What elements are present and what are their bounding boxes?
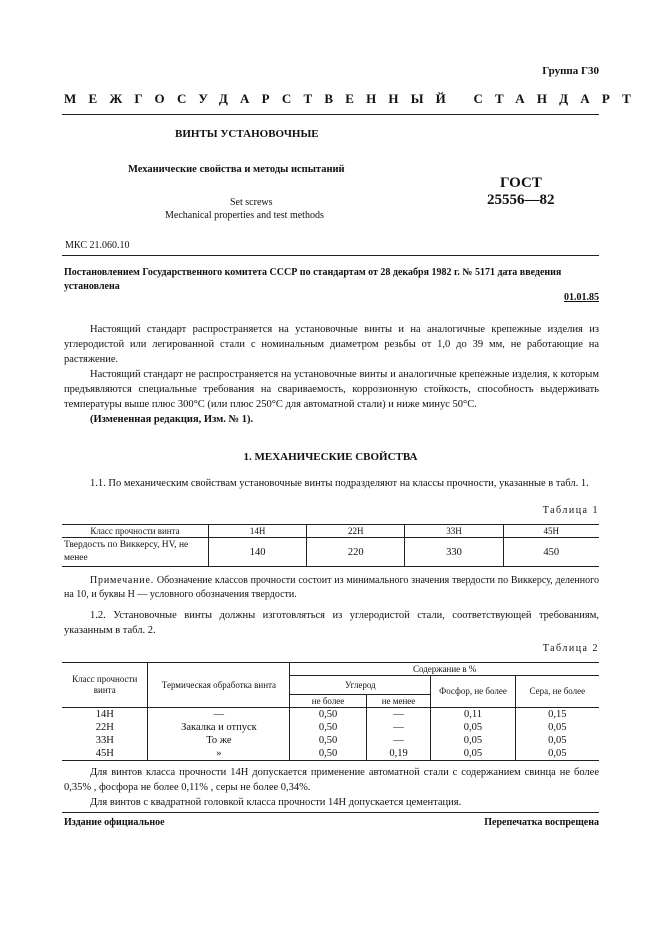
cementation-paragraph: Для винтов с квадратной головкой класса прочности 14Н допускается цементация.	[90, 797, 462, 808]
table2-header-row	[62, 663, 599, 676]
intro-paragraph-1: Настоящий стандарт распространяется на установочные винты и на аналогичные крепежные изделия из углеродистой или легированной стали с номинальным диаметром резьбы от 1,0 до 39 мм, не работающие на растяжение.	[64, 324, 599, 365]
table2-header-phosphorus: Фосфор, не более	[431, 676, 515, 708]
table2-cell: 0,50	[290, 734, 366, 747]
table2-cell: 0,50	[290, 721, 366, 734]
effective-date: 01.01.85	[564, 292, 599, 303]
table2-cell: 0,05	[515, 747, 599, 761]
table2-row	[62, 708, 599, 722]
clause-1-2-text: 1.2. Установочные винты должны изготовляться из углеродистой стали, соответствующей требованиям, указанным в табл. 2.	[64, 610, 599, 636]
table1-header-cell: 33Н	[405, 525, 503, 538]
table2-cell: —	[366, 721, 431, 734]
table2-cell: —	[366, 734, 431, 747]
intro-paragraph-2: Настоящий стандарт не распространяется на установочные винты и аналогичные крепежные изделия, к которым предъявляются специальные требования на свариваемость, коррозионную стойкость, способность выдерживать температуры выше плюс 300°С (или плюс 250°С для автоматной стали) и ниже минус 50°С.	[64, 369, 599, 410]
table2-cell: 0,05	[515, 734, 599, 747]
table2-cell: То же	[148, 734, 290, 747]
table2-cell: 45Н	[62, 747, 148, 761]
amendment-note: (Измененная редакция, Изм. № 1).	[90, 414, 254, 425]
table2-cell: 0,50	[290, 747, 366, 761]
gost-label: ГОСТ	[500, 175, 542, 191]
english-title-2: Mechanical properties and test methods	[165, 210, 324, 221]
group-code: Группа Г30	[542, 65, 599, 77]
document-title: ВИНТЫ УСТАНОВОЧНЫЕ	[175, 128, 319, 140]
note-text: Обозначение классов прочности состоит из минимального значения твердости по Виккерсу, деленного на 10, и буквы Н — условного обозначения твердости.	[64, 575, 599, 600]
table2-cell: 0,05	[431, 747, 515, 761]
english-title-1: Set screws	[230, 197, 273, 208]
table1-cell: 450	[503, 538, 599, 567]
table2-header-content: Содержание в %	[290, 663, 599, 676]
section-heading: 1. МЕХАНИЧЕСКИЕ СВОЙСТВА	[243, 451, 418, 463]
table2-header-carbon: Углерод	[290, 676, 431, 695]
table2-cell: »	[148, 747, 290, 761]
table1-cell: 220	[307, 538, 405, 567]
intro-block	[64, 322, 599, 427]
mks-rule	[62, 255, 599, 256]
top-rule	[62, 114, 599, 115]
standard-type-heading: МЕЖГОСУДАРСТВЕННЫЙ СТАНДАРТ	[64, 91, 644, 106]
table2-cell: 33Н	[62, 734, 148, 747]
table1-row-label: Твердость по Виккерсу, HV, не менее	[62, 538, 209, 567]
table1-row	[62, 538, 599, 567]
table2-header-min: не менее	[366, 695, 431, 708]
table2-cell: 22Н	[62, 721, 148, 734]
gost-number: 25556—82	[487, 192, 555, 208]
clause-1-1	[64, 476, 599, 491]
table1-header-cell: 22Н	[307, 525, 405, 538]
table2-cell: 0,15	[515, 708, 599, 722]
table2-header-class: Класс прочности винта	[62, 663, 148, 708]
table2-cell: 0,11	[431, 708, 515, 722]
table1-header-row	[62, 525, 599, 538]
clause-1-2	[64, 608, 599, 638]
footer-official-edition: Издание официальное	[64, 817, 165, 828]
table1-caption: Таблица 1	[542, 505, 599, 516]
table2-header-max: не более	[290, 695, 366, 708]
footer-reprint-prohibited: Перепечатка воспрещена	[484, 817, 599, 828]
table2-cell: 0,19	[366, 747, 431, 761]
table2-cell: 0,05	[431, 734, 515, 747]
table2-header-treatment: Термическая обработка винта	[148, 663, 290, 708]
mks-code: МКС 21.060.10	[65, 240, 130, 251]
table2-row	[62, 747, 599, 761]
closing-block	[64, 765, 599, 810]
auto-steel-paragraph: Для винтов класса прочности 14Н допускается применение автоматной стали с содержанием свинца не более 0,35% , фосфора не более 0,11% , серы не более 0,34%.	[64, 767, 599, 793]
table1-header-cell: 14Н	[209, 525, 307, 538]
table1-note	[64, 574, 599, 602]
clause-1-1-text: 1.1. По механическим свойствам установочные винты подразделяют на классы прочности, указанные в табл. 1.	[90, 478, 589, 489]
table2-cell: Закалка и отпуск	[148, 721, 290, 734]
table-2	[62, 662, 599, 761]
table1-header-cell: Класс прочности винта	[62, 525, 209, 538]
table1-cell: 140	[209, 538, 307, 567]
table2-cell: 14Н	[62, 708, 148, 722]
document-subtitle: Механические свойства и методы испытаний	[128, 164, 345, 175]
resolution-text: Постановлением Государственного комитета СССР по стандартам от 28 декабря 1982 г. № 5171 дата введения установлена	[64, 267, 562, 292]
table2-cell: 0,05	[515, 721, 599, 734]
table2-cell: —	[148, 708, 290, 722]
table1-header-cell: 45Н	[503, 525, 599, 538]
table1-cell: 330	[405, 538, 503, 567]
table2-cell: —	[366, 708, 431, 722]
footer-rule	[62, 812, 599, 813]
table-1	[62, 524, 599, 567]
table2-row	[62, 734, 599, 747]
table2-row	[62, 721, 599, 734]
table2-cell: 0,05	[431, 721, 515, 734]
table2-cell: 0,50	[290, 708, 366, 722]
note-label: Примечание.	[90, 575, 155, 586]
table2-header-sulfur: Сера, не более	[515, 676, 599, 708]
table2-caption: Таблица 2	[542, 643, 599, 654]
